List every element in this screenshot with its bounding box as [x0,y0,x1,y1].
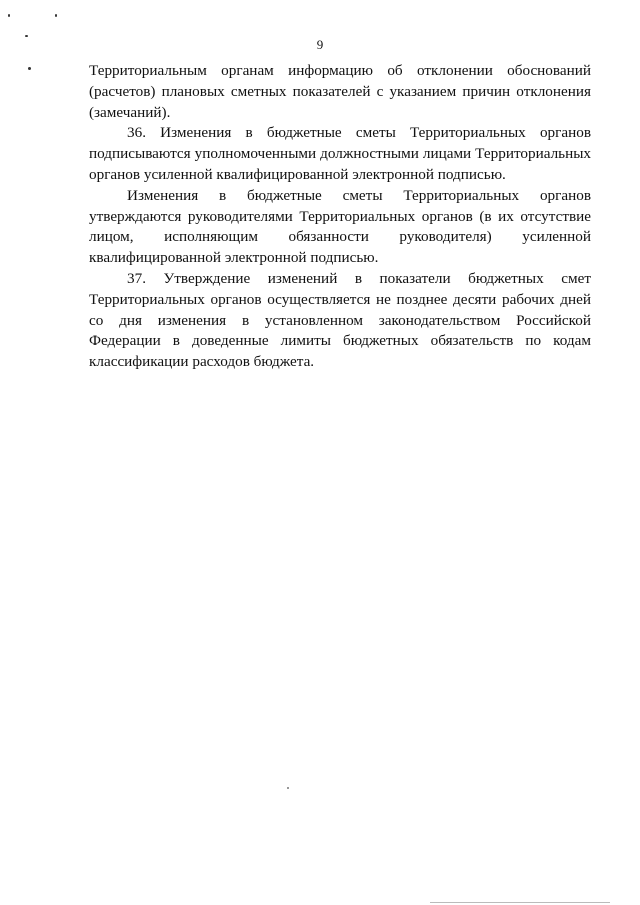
scan-speck [287,787,289,789]
scan-speck [8,14,10,17]
scan-speck [28,67,31,70]
paragraph-continuation: Территориальным органам информацию об отклонении обоснований (расчетов) плановых сметных показателей с указанием причин отклонения (замечаний). [89,62,591,121]
document-body [89,61,591,373]
scan-edge-line [430,902,610,903]
paragraph-37: 37. Утверждение изменений в показатели бюджетных смет Территориальных органов осуществляется не позднее десяти рабочих дней со дня изменения в установленном законодательством Российской Федерации в доведенные лимиты бюджетных обязательств по кодам классификации расходов бюджета. [89,269,591,371]
page-number: 9 [316,37,324,52]
scan-speck [55,14,57,17]
paragraph-36: 36. Изменения в бюджетные сметы Территориальных органов подписываются уполномоченными должностными лицами Территориальных органов усиленной квалифицированной электронной подписью. [89,124,591,183]
paragraph-36-approval: Изменения в бюджетные сметы Территориальных органов утверждаются руководителями Территориальных органов (в их отсутствие лицом, исполняющим обязанности руководителя) усиленной квалифицированной электронной подписью. [89,186,591,267]
